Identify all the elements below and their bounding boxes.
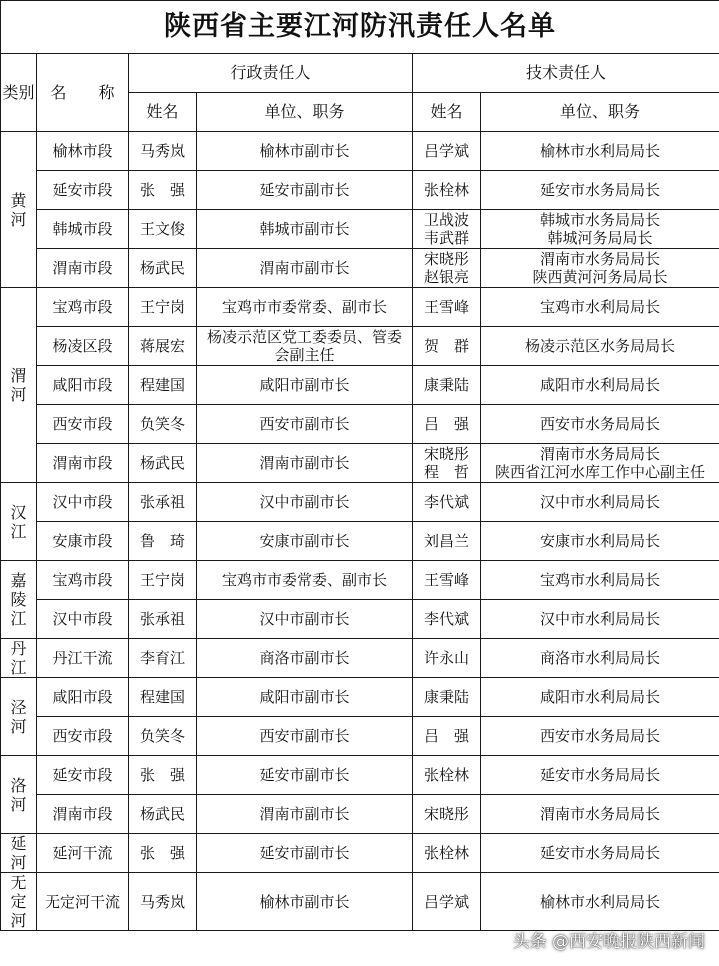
tech-name-cell: 张栓林 [413,756,481,795]
admin-position-cell: 咸阳市副市长 [197,678,413,717]
segment-cell: 宝鸡市段 [37,288,129,327]
admin-name-cell: 蒋展宏 [129,327,197,366]
segment-cell: 西安市段 [37,405,129,444]
header-name: 名 称 [37,54,129,132]
admin-name-cell: 张 强 [129,834,197,873]
tech-name-cell: 康秉陆 [413,366,481,405]
table-row [1,522,719,561]
admin-position-cell: 汉中市副市长 [197,483,413,522]
segment-cell: 汉中市段 [37,600,129,639]
table-row [1,561,719,600]
tech-position-cell: 韩城市水务局局长 韩城河务局局长 [481,210,719,249]
segment-cell: 无定河干流 [37,873,129,931]
segment-cell: 咸阳市段 [37,678,129,717]
admin-position-cell: 渭南市副市长 [197,249,413,288]
admin-name-cell: 程建国 [129,678,197,717]
table-row [1,795,719,834]
table-row [1,873,719,931]
category-cell: 泾 河 [1,678,37,756]
segment-cell: 安康市段 [37,522,129,561]
category-cell: 嘉 陵 江 [1,561,37,639]
tech-position-cell: 延安市水务局局长 [481,756,719,795]
admin-name-cell: 鲁 琦 [129,522,197,561]
admin-name-cell: 王宁岗 [129,288,197,327]
tech-name-cell: 宋晓彤 [413,795,481,834]
segment-cell: 宝鸡市段 [37,561,129,600]
header-admin-position: 单位、职务 [197,93,413,132]
segment-cell: 榆林市段 [37,132,129,171]
tech-position-cell: 延安市水务局局长 [481,834,719,873]
segment-cell: 延安市段 [37,171,129,210]
table-row [1,171,719,210]
admin-name-cell: 杨武民 [129,249,197,288]
admin-position-cell: 韩城市副市长 [197,210,413,249]
header-category: 类别 [1,54,37,132]
tech-position-cell: 榆林市水利局局长 [481,132,719,171]
tech-name-cell: 李代斌 [413,483,481,522]
segment-cell: 渭南市段 [37,795,129,834]
tech-name-cell: 康秉陆 [413,678,481,717]
segment-cell: 咸阳市段 [37,366,129,405]
tech-position-cell: 榆林市水利局局长 [481,873,719,931]
admin-position-cell: 延安市副市长 [197,171,413,210]
tech-name-cell: 张栓林 [413,171,481,210]
tech-name-cell: 贺 群 [413,327,481,366]
admin-name-cell: 张承祖 [129,483,197,522]
tech-name-cell: 吕学斌 [413,132,481,171]
header-tech-position: 单位、职务 [481,93,719,132]
category-cell: 渭 河 [1,288,37,483]
tech-position-cell: 汉中市水利局局长 [481,600,719,639]
table-row [1,639,719,678]
segment-cell: 西安市段 [37,717,129,756]
tech-position-cell: 杨凌示范区水务局局长 [481,327,719,366]
admin-name-cell: 负笑冬 [129,405,197,444]
admin-position-cell: 榆林市副市长 [197,873,413,931]
tech-name-cell: 王雪峰 [413,288,481,327]
table-row [1,756,719,795]
tech-name-cell: 宋晓彤 程 哲 [413,444,481,483]
admin-name-cell: 张承祖 [129,600,197,639]
header-tech-group: 技术责任人 [413,54,719,93]
tech-position-cell: 咸阳市水利局局长 [481,678,719,717]
admin-position-cell: 榆林市副市长 [197,132,413,171]
category-cell: 丹 江 [1,639,37,678]
table-row [1,132,719,171]
table-row [1,600,719,639]
table-row [1,249,719,288]
category-cell: 延 河 [1,834,37,873]
category-cell: 黄 河 [1,132,37,288]
segment-cell: 延河干流 [37,834,129,873]
segment-cell: 渭南市段 [37,444,129,483]
header-admin-name: 姓名 [129,93,197,132]
table-row [1,717,719,756]
admin-position-cell: 延安市副市长 [197,834,413,873]
admin-name-cell: 王宁岗 [129,561,197,600]
admin-name-cell: 杨武民 [129,444,197,483]
admin-name-cell: 马秀岚 [129,132,197,171]
tech-position-cell: 宝鸡市水利局局长 [481,561,719,600]
tech-name-cell: 卫战波 韦武群 [413,210,481,249]
watermark: 头条 @西安晚报陕西新闻 [512,932,705,952]
admin-position-cell: 渭南市副市长 [197,444,413,483]
admin-position-cell: 咸阳市副市长 [197,366,413,405]
tech-name-cell: 王雪峰 [413,561,481,600]
tech-name-cell: 张栓林 [413,834,481,873]
category-cell: 汉 江 [1,483,37,561]
admin-name-cell: 张 强 [129,756,197,795]
segment-cell: 渭南市段 [37,249,129,288]
admin-position-cell: 延安市副市长 [197,756,413,795]
table-row [1,678,719,717]
tech-position-cell: 渭南市水务局局长 陕西黄河河务局局长 [481,249,719,288]
admin-position-cell: 安康市副市长 [197,522,413,561]
tech-position-cell: 西安市水务局局长 [481,405,719,444]
admin-position-cell: 杨凌示范区党工委委员、管委 会副主任 [197,327,413,366]
header-tech-name: 姓名 [413,93,481,132]
header-admin-group: 行政责任人 [129,54,413,93]
tech-position-cell: 西安市水务局局长 [481,717,719,756]
tech-position-cell: 延安市水务局局长 [481,171,719,210]
admin-name-cell: 张 强 [129,171,197,210]
segment-cell: 丹江干流 [37,639,129,678]
table-row [1,366,719,405]
table-row [1,288,719,327]
table-row [1,210,719,249]
table-row [1,483,719,522]
admin-position-cell: 渭南市副市长 [197,795,413,834]
segment-cell: 延安市段 [37,756,129,795]
table-row [1,834,719,873]
category-cell: 洛 河 [1,756,37,834]
admin-name-cell: 程建国 [129,366,197,405]
table-row [1,444,719,483]
tech-name-cell: 李代斌 [413,600,481,639]
admin-position-cell: 西安市副市长 [197,717,413,756]
segment-cell: 杨凌区段 [37,327,129,366]
tech-position-cell: 渭南市水务局局长 [481,795,719,834]
tech-name-cell: 刘昌兰 [413,522,481,561]
table-title: 陕西省主要江河防汛责任人名单 [1,1,719,54]
admin-position-cell: 宝鸡市市委常委、副市长 [197,288,413,327]
admin-name-cell: 王文俊 [129,210,197,249]
admin-position-cell: 西安市副市长 [197,405,413,444]
tech-name-cell: 吕学斌 [413,873,481,931]
tech-name-cell: 许永山 [413,639,481,678]
tech-name-cell: 宋晓彤 赵银亮 [413,249,481,288]
table-row [1,405,719,444]
tech-position-cell: 咸阳市水利局局长 [481,366,719,405]
tech-position-cell: 渭南市水务局局长 陕西省江河水库工作中心副主任 [481,444,719,483]
tech-position-cell: 宝鸡市水利局局长 [481,288,719,327]
tech-position-cell: 商洛市水利局局长 [481,639,719,678]
admin-name-cell: 马秀岚 [129,873,197,931]
tech-name-cell: 吕 强 [413,405,481,444]
category-cell: 无 定 河 [1,873,37,931]
table-row [1,327,719,366]
admin-name-cell: 李育江 [129,639,197,678]
admin-name-cell: 杨武民 [129,795,197,834]
admin-position-cell: 汉中市副市长 [197,600,413,639]
admin-position-cell: 商洛市副市长 [197,639,413,678]
segment-cell: 汉中市段 [37,483,129,522]
tech-position-cell: 汉中市水利局局长 [481,483,719,522]
admin-position-cell: 宝鸡市市委常委、副市长 [197,561,413,600]
tech-name-cell: 吕 强 [413,717,481,756]
admin-name-cell: 负笑冬 [129,717,197,756]
tech-position-cell: 安康市水利局局长 [481,522,719,561]
segment-cell: 韩城市段 [37,210,129,249]
